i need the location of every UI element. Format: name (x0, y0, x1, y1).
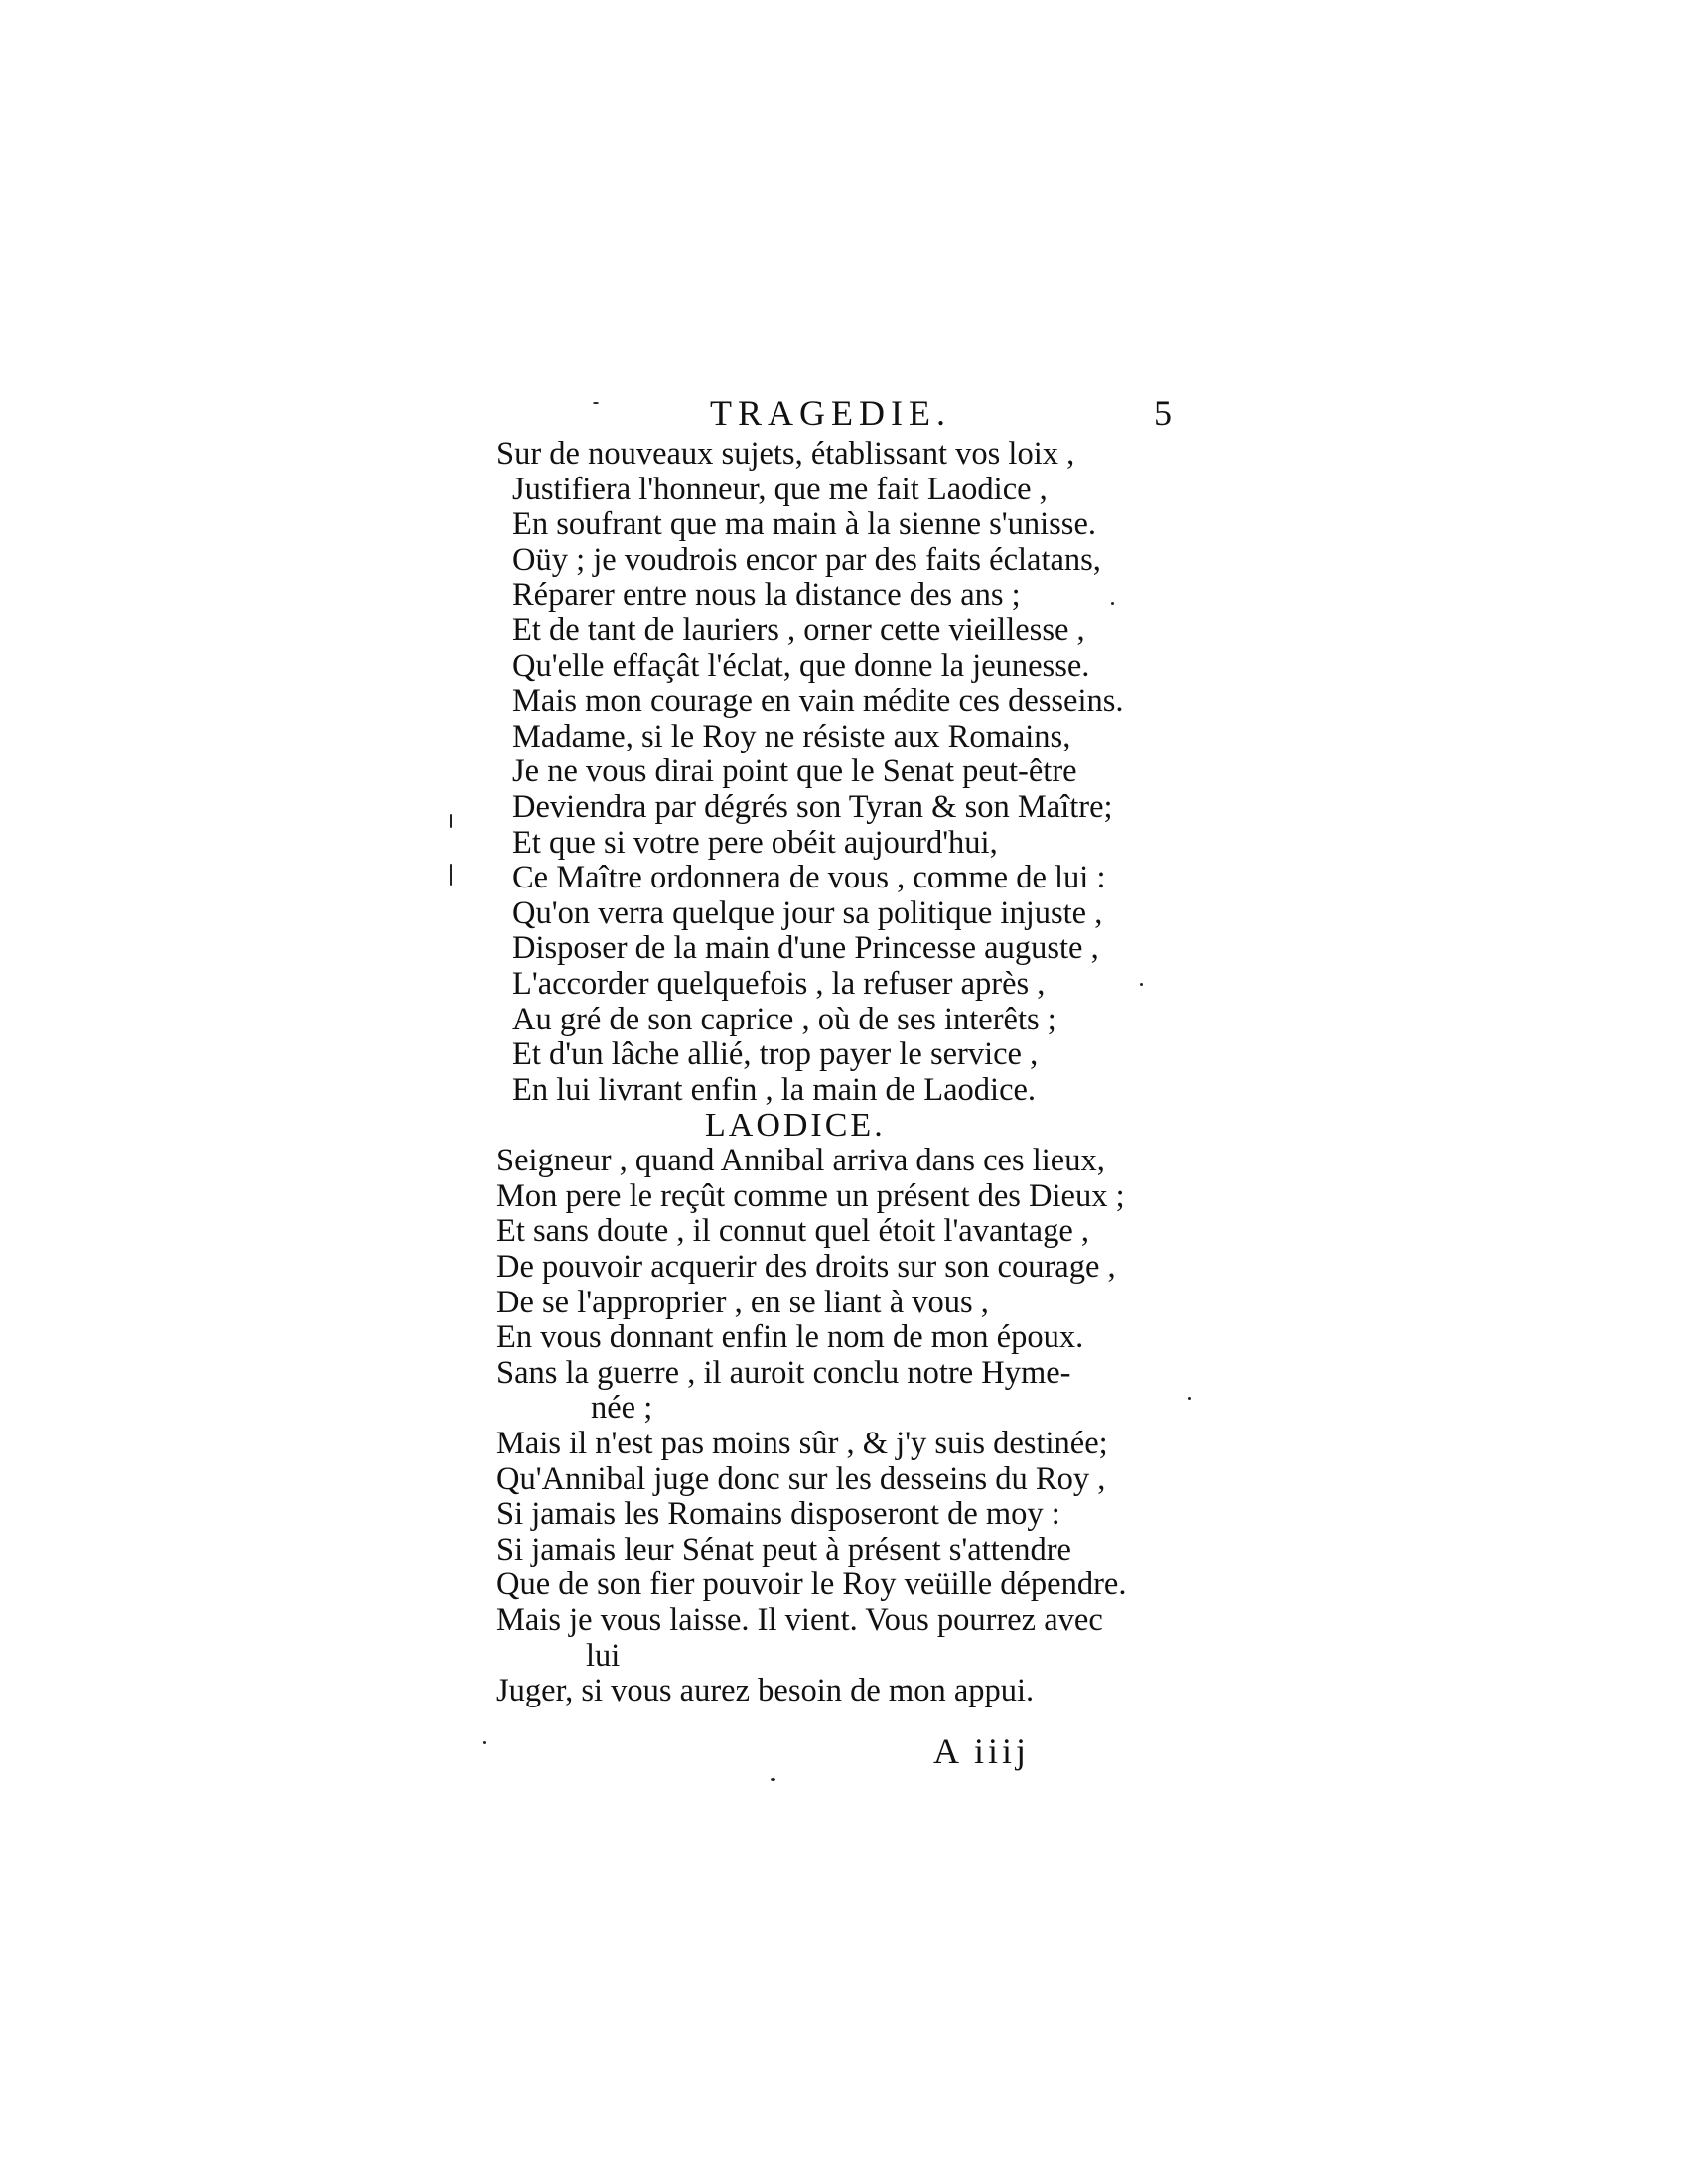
verse-line: Mais mon courage en vain médite ces desseins. (512, 683, 1124, 720)
verse-line: Ce Maître ordonnera de vous , comme de lui : (512, 860, 1106, 896)
verse-line: Oüy ; je voudrois encor par des faits éclatans, (512, 541, 1101, 578)
verse-line: Si jamais les Romains disposeront de moy : (496, 1496, 1060, 1533)
verse-line: Si jamais leur Sénat peut à présent s'attendre (496, 1531, 1071, 1568)
verse-line-continuation: lui (586, 1637, 621, 1674)
verse-line: Qu'on verra quelque jour sa politique injuste , (512, 894, 1103, 931)
verse-line: En lui livrant enfin , la main de Laodice. (512, 1071, 1037, 1108)
ink-speck (593, 402, 599, 404)
verse-line: Et que si votre pere obéit aujourd'hui, (512, 824, 998, 861)
verse-line: Sans la guerre , il auroit conclu notre Hyme- (496, 1354, 1071, 1391)
verse-line: De se l'approprier , en se liant à vous , (496, 1284, 989, 1320)
running-title: TRAGEDIE. (710, 393, 951, 433)
verse-line: Mais il n'est pas moins sûr , & j'y suis destinée; (496, 1426, 1108, 1462)
verse-line: Qu'elle effaçât l'éclat, que donne la jeunesse. (512, 647, 1090, 684)
page-number: 5 (1154, 393, 1172, 433)
page-header (496, 392, 1172, 442)
verse-line: Au gré de son caprice , où de ses interêts ; (512, 1001, 1056, 1037)
verse-line: Juger, si vous aurez besoin de mon appui. (496, 1673, 1035, 1709)
verse-line: Et sans doute , il connut quel étoit l'avantage , (496, 1213, 1090, 1250)
verse-line: Madame, si le Roy ne résiste aux Romains, (512, 718, 1071, 754)
verse-line-continuation: née ; (591, 1390, 653, 1427)
ink-speck (1111, 602, 1114, 605)
verse-line: Je ne vous dirai point que le Senat peut-être (512, 753, 1077, 790)
verse-line: L'accorder quelquefois , la refuser après , (512, 965, 1046, 1002)
verse-line: Et d'un lâche allié, trop payer le service , (512, 1036, 1039, 1073)
verse-line: Sur de nouveaux sujets, établissant vos loix , (496, 436, 1075, 472)
verse-line: En vous donnant enfin le nom de mon époux. (496, 1319, 1084, 1356)
ink-speck (483, 1741, 486, 1744)
verse-line: Mais je vous laisse. Il vient. Vous pourrez avec (496, 1602, 1103, 1638)
verse-line: Qu'Annibal juge donc sur les desseins du Roy , (496, 1460, 1106, 1497)
verse-line: Et de tant de lauriers , orner cette vieillesse , (512, 612, 1085, 648)
ink-speck (1140, 983, 1143, 986)
verse-line: Réparer entre nous la distance des ans ; (512, 577, 1021, 614)
verse-line: De pouvoir acquerir des droits sur son courage , (496, 1249, 1116, 1286)
speaker-name: LAODICE. (705, 1107, 886, 1145)
verse-line: En soufrant que ma main à la sienne s'unisse. (512, 506, 1096, 543)
verse-line: Que de son fier pouvoir le Roy veüille dépendre. (496, 1567, 1127, 1603)
ink-speck (771, 1778, 775, 1781)
ink-speck (450, 814, 452, 828)
verse-line: Mon pere le reçût comme un présent des Dieux ; (496, 1177, 1125, 1214)
signature-mark: A iiij (933, 1731, 1031, 1771)
verse-line: Deviendra par dégrés son Tyran & son Maître; (512, 788, 1113, 825)
ink-speck (450, 864, 452, 886)
verse-line: Disposer de la main d'une Princesse auguste , (512, 930, 1099, 967)
ink-speck (1188, 1397, 1191, 1400)
verse-line: Justifiera l'honneur, que me fait Laodice , (512, 471, 1048, 507)
verse-text (496, 437, 1182, 1709)
verse-line: Seigneur , quand Annibal arriva dans ces lieux, (496, 1143, 1105, 1179)
